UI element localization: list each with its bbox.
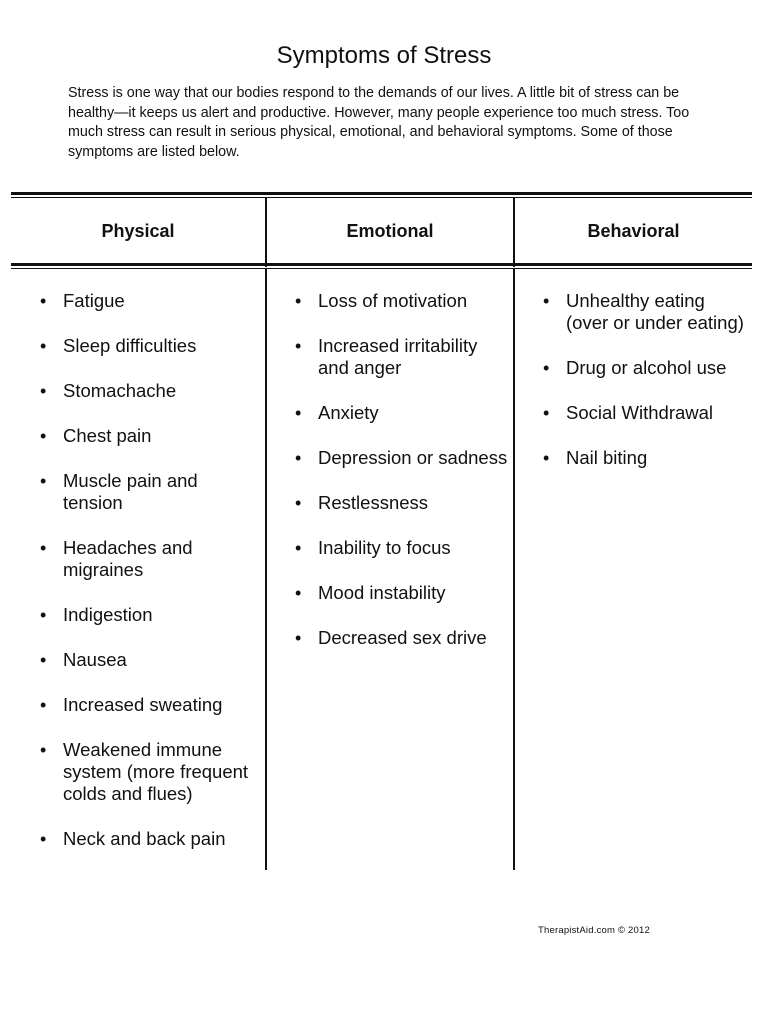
symptom-item bbox=[40, 649, 262, 671]
symptom-item bbox=[40, 739, 262, 805]
bullet-icon: • bbox=[40, 829, 47, 849]
column-header-physical: Physical bbox=[101, 221, 175, 241]
symptom-label: Inability to focus bbox=[318, 537, 451, 558]
symptom-item bbox=[40, 290, 262, 312]
symptom-label: Chest pain bbox=[63, 425, 152, 446]
bullet-icon: • bbox=[295, 628, 302, 648]
symptom-label: Nail biting bbox=[566, 447, 648, 468]
symptom-label: Increased irritability and anger bbox=[318, 335, 478, 378]
bullet-icon: • bbox=[40, 605, 47, 625]
bullet-icon: • bbox=[40, 650, 47, 670]
bullet-icon: • bbox=[295, 583, 302, 603]
bullet-icon: • bbox=[295, 336, 302, 356]
bullet-icon: • bbox=[295, 403, 302, 423]
header-bottom-rule-thin bbox=[11, 268, 752, 269]
bullet-icon: • bbox=[295, 448, 302, 468]
bullet-icon: • bbox=[295, 538, 302, 558]
symptom-item bbox=[295, 537, 509, 559]
bullet-icon: • bbox=[40, 538, 47, 558]
symptom-item bbox=[543, 357, 751, 379]
column-header-behavioral: Behavioral bbox=[587, 221, 680, 241]
header-bottom-rule bbox=[11, 263, 752, 266]
symptom-item bbox=[295, 582, 509, 604]
physical-symptoms-list bbox=[40, 290, 262, 873]
symptom-item bbox=[40, 470, 262, 514]
symptom-item bbox=[40, 537, 262, 581]
symptom-label: Neck and back pain bbox=[63, 828, 226, 849]
symptom-label: Restlessness bbox=[318, 492, 429, 513]
symptom-label: Drug or alcohol use bbox=[566, 357, 727, 378]
symptom-label: Anxiety bbox=[318, 402, 379, 423]
table-top-rule-thin bbox=[11, 197, 752, 198]
symptom-item bbox=[40, 335, 262, 357]
symptom-item bbox=[295, 402, 509, 424]
bullet-icon: • bbox=[40, 381, 47, 401]
symptom-item bbox=[40, 694, 262, 716]
symptom-item bbox=[543, 290, 751, 334]
column-divider bbox=[265, 269, 267, 870]
symptom-item bbox=[295, 492, 509, 514]
behavioral-symptoms-list bbox=[543, 290, 751, 492]
symptom-item bbox=[40, 380, 262, 402]
bullet-icon: • bbox=[40, 336, 47, 356]
symptom-item bbox=[40, 425, 262, 447]
bullet-icon: • bbox=[543, 403, 550, 423]
bullet-icon: • bbox=[543, 448, 550, 468]
symptom-label: Nausea bbox=[63, 649, 127, 670]
symptom-label: Sleep difficulties bbox=[63, 335, 197, 356]
symptom-label: Unhealthy eating (over or under eating) bbox=[566, 290, 744, 333]
symptom-item bbox=[543, 447, 751, 469]
bullet-icon: • bbox=[40, 291, 47, 311]
bullet-icon: • bbox=[40, 695, 47, 715]
bullet-icon: • bbox=[40, 740, 47, 760]
intro-paragraph: Stress is one way that our bodies respond to the demands of our lives. A little bit of stress can be healthy—it keeps us alert and productive. However, many people experience too much stress. Too much stress can result in serious physical, emotional, and behavioral symptoms. Some of those symptoms are listed below. bbox=[68, 85, 690, 160]
symptom-item bbox=[40, 828, 262, 850]
symptom-item bbox=[295, 447, 509, 469]
emotional-symptoms-list bbox=[295, 290, 509, 672]
symptom-label: Social Withdrawal bbox=[566, 402, 714, 423]
symptom-label: Indigestion bbox=[63, 604, 153, 625]
column-divider bbox=[513, 269, 515, 870]
symptom-item bbox=[40, 604, 262, 626]
symptom-label: Increased sweating bbox=[63, 694, 223, 715]
symptom-item bbox=[295, 335, 509, 379]
table-top-rule bbox=[11, 192, 752, 195]
symptom-label: Muscle pain and tension bbox=[63, 470, 198, 513]
bullet-icon: • bbox=[40, 426, 47, 446]
symptom-label: Headaches and migraines bbox=[63, 537, 193, 580]
symptom-item bbox=[295, 290, 509, 312]
column-header-emotional: Emotional bbox=[346, 221, 434, 241]
bullet-icon: • bbox=[40, 471, 47, 491]
symptom-label: Depression or sadness bbox=[318, 447, 508, 468]
symptom-label: Mood instability bbox=[318, 582, 446, 603]
symptom-label: Decreased sex drive bbox=[318, 627, 487, 648]
copyright-footer: TherapistAid.com © 2012 bbox=[538, 925, 650, 936]
symptom-label: Weakened immune system (more frequent colds and flues) bbox=[63, 739, 249, 804]
bullet-icon: • bbox=[295, 493, 302, 513]
page-title: Symptoms of Stress bbox=[276, 42, 492, 69]
symptom-item bbox=[543, 402, 751, 424]
symptom-item bbox=[295, 627, 509, 649]
symptom-label: Fatigue bbox=[63, 290, 125, 311]
symptom-label: Stomachache bbox=[63, 380, 177, 401]
symptom-label: Loss of motivation bbox=[318, 290, 468, 311]
bullet-icon: • bbox=[543, 291, 550, 311]
bullet-icon: • bbox=[295, 291, 302, 311]
bullet-icon: • bbox=[543, 358, 550, 378]
